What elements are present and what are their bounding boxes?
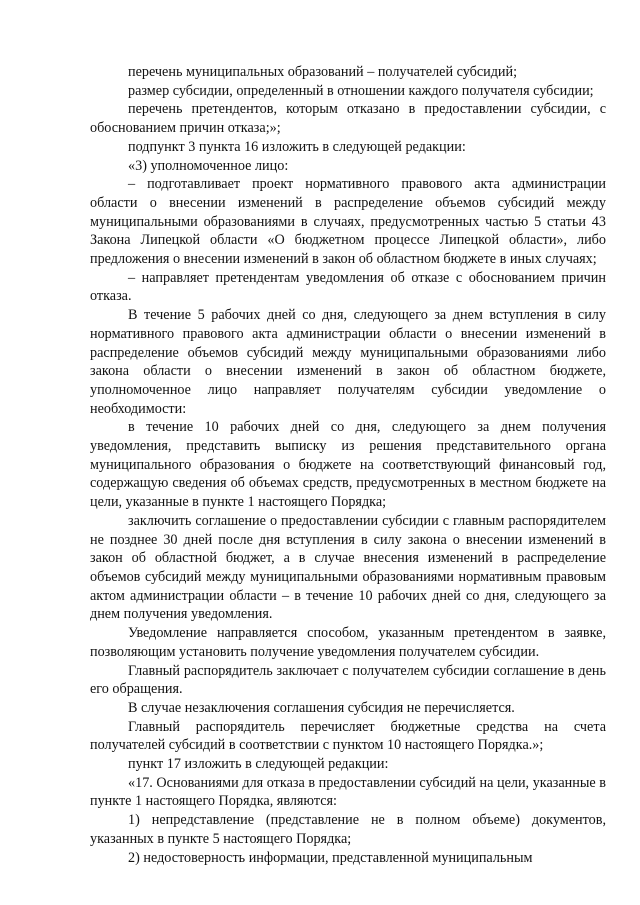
paragraph: «3) уполномоченное лицо: [128,157,289,174]
paragraph: размер субсидии, определенный в отношении каждого получателя субсидии; [128,82,594,99]
paragraph: перечень муниципальных образований – получателей субсидий; [128,64,518,80]
paragraph: заключить соглашение о предоставлении субсидии с главным распорядителем не позднее 30 дней после дня вступления в силу закона о внесении изменений в закон об областной бюджет, а в случае внесения изменений в распределение объемов субсидий между муниципальными образованиями нормативным правовым актом администрации области – в течение 10 рабочих дней со дня, следующего за днем получения уведомления. [90,512,606,623]
document-page [90,63,606,867]
paragraph: Главный распорядитель перечисляет бюджетные средства на счета получателей субсидий в соответствии с пунктом 10 настоящего Порядка.»; [90,718,606,754]
paragraph: подпункт 3 пункта 16 изложить в следующей редакции: [128,138,466,155]
paragraph: Уведомление направляется способом, указанным претендентом в заявке, позволяющим установить получение уведомления получателем субсидии. [90,625,606,660]
paragraph: перечень претендентов, которым отказано в предоставлении субсидии, с обоснованием причин отказа;»; [90,101,606,137]
paragraph: – направляет претендентам уведомления об отказе с обоснованием причин отказа. [90,269,606,305]
paragraph: 2) недостоверность информации, представленной муниципальным [128,849,533,866]
paragraph: Главный распорядитель заключает с получателем субсидии соглашение в день его обращения. [90,662,606,698]
paragraph: В течение 5 рабочих дней со дня, следующего за днем вступления в силу нормативного правового акта администрации области о внесении изменений в распределение объемов субсидий между муниципальными образованиями либо закона области о внесении изменений в закон об областном бюджете, уполномоченное лицо направляет получателям субсидии уведомление о необходимости: [90,307,606,417]
paragraph: пункт 17 изложить в следующей редакции: [128,756,389,773]
paragraph: 1) непредставление (представление не в полном объеме) документов, указанных в пункте 5 настоящего Порядка; [90,812,606,847]
paragraph: – подготавливает проект нормативного правового акта администрации области о внесении изменений в распределение объемов субсидий между муниципальными образованиями в случаях, предусмотренных частью 5 статьи 43 Закона Липецкой области «О бюджетном процессе Липецкой области», либо предложения о внесении изменений в закон об областном бюджете в иных случаях; [90,176,606,268]
paragraph: «17. Основаниями для отказа в предоставлении субсидий на цели, указанные в пункте 1 настоящего Порядка, являются: [90,774,606,810]
paragraph: в течение 10 рабочих дней со дня, следующего за днем получения уведомления, представить выписку из решения представительного органа муниципального образования о бюджете на соответствующий финансовый год, содержащую сведения об объемах средств, предусмотренных в местном бюджете на цели, указанные в пункте 1 настоящего Порядка; [90,419,606,511]
paragraph: В случае незаключения соглашения субсидия не перечисляется. [128,699,515,716]
